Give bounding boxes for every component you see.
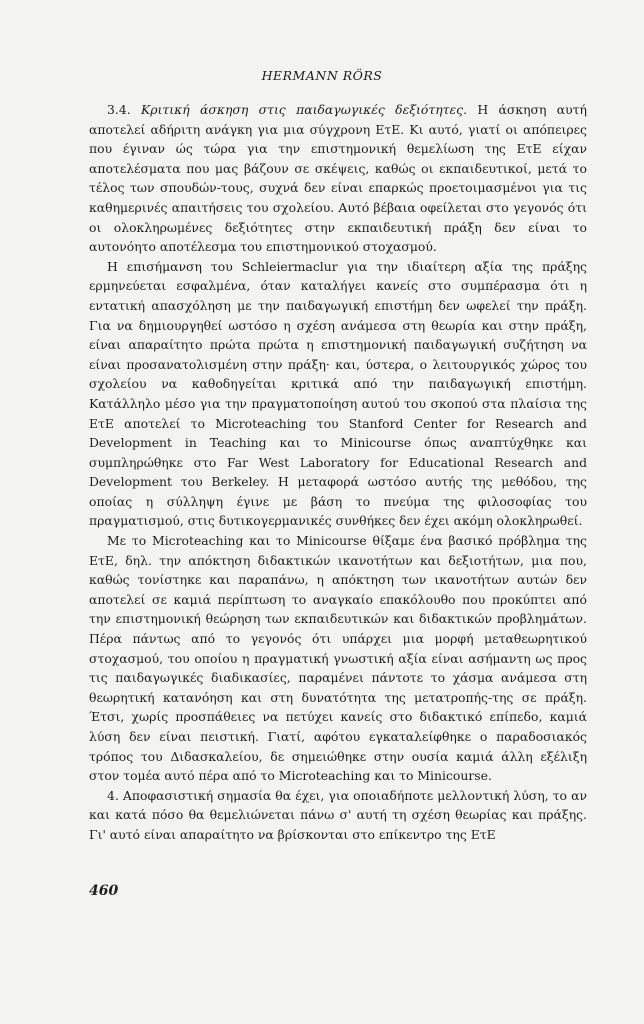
paragraph: Η επισήμανση του Schleiermaclur για την ιδιαίτερη αξία της πράξης ερμηνεύεται εσφαλμένα, όταν καταλήγει κανείς στο συμπέρασμα ότι η εντατική απασχόληση με την παιδαγωγική επιστήμη δεν ωφελεί την πράξη. Για να δημιουργηθεί ωστόσο η σχέση ανάμεσα στη θεωρία και στην πράξη, είναι απαραίτητο πρώτα πρώτα η επιστημονική παιδαγωγική συζήτηση να είναι προσανατολισμένη στην πράξη· και, ύστερα, ο λειτουργικός χώρος του σχολείου να καθοδηγείται κριτικά από την παιδαγωγική επιστήμη. Κατάλληλο μέσο για την πραγματοποίηση αυτού του σκοπού στα πλαίσια της ΕτΕ αποτελεί το Microteaching του Stanford Center for Research and Development in Teaching και το Minicourse όπως αναπτύχθηκε και συμπληρώθηκε στο Far West Laboratory for Educational Research and Development του Berkeley. Η μεταφορά ωστόσο αυτής της μεθόδου, της οποίας η σύλληψη έγινε με βάση το πνεύμα της φιλοσοφίας του πραγματισμού, στις δυτικογερμανικές συνθήκες δεν έχει ακόμη ολοκληρωθεί. — [89, 258, 587, 529]
section-paragraph — [89, 100, 587, 257]
page-number: 460 — [89, 883, 119, 899]
section-number: 3.4. — [107, 102, 131, 117]
section-heading: Κριτική άσκηση στις παιδαγωγικές δεξιότητες. — [141, 102, 468, 117]
body-text — [89, 100, 587, 845]
paragraph: Με το Microteaching και το Minicourse θίξαμε ένα βασικό πρόβλημα της ΕτΕ, δηλ. την απόκτηση διδακτικών ικανοτήτων και δεξιοτήτων, μια που, καθώς τονίστηκε και παραπάνω, η απόκτηση των ικανοτήτων αυτών δεν αποτελεί σε καμιά περίπτωση το αναγκαίο επακόλουθο που προκύπτει από την επιστημονική θεώρηση των εκπαιδευτικών και διδακτικών προβλημάτων. Πέρα πάντως από το γεγονός ότι υπάρχει μια μορφή μεταθεωρητικού στοχασμού, του οποίου η πραγματική γνωστική αξία είναι ασήμαντη ως προς τις παιδαγωγικές διαδικασίες, παραμένει πάντοτε το χάσμα ανάμεσα στη θεωρητική κατανόηση και στη δυνατότητα της μετατροπής-της σε πράξη. Έτσι, χωρίς προσπάθειες να πετύχει κανείς στο διδακτικό επίπεδο, καμιά λύση δεν είναι πειστική. Γιατί, αφότου εγκαταλείφθηκε ο παραδοσιακός τρόπος του Διδασκαλείου, δε σημειώθηκε στην ουσία καμιά άλλη εξέλιξη στον τομέα αυτό πέρα από το Microteaching και το Minicourse. — [89, 533, 587, 784]
running-head: HERMANN RÖRS — [261, 68, 383, 83]
section-lead-text: Η άσκηση αυτή αποτελεί αδήριτη ανάγκη για μια σύγχρονη ΕτΕ. Κι αυτό, γιατί οι απόπειρες που έγιναν ώς τώρα για την επιστημονική θεμελίωση της ΕτΕ είχαν αποτελέσματα που μας βάζουν σε σκέψεις, καθώς οι εκπαιδευτικοί, μετά το τέλος των σπουδών-τους, συχνά δεν είναι επαρκώς προετοιμασμένοι για τις καθημερινές απαιτήσεις του σχολείου. Αυτό βέβαια οφείλεται στο γεγονός ότι οι ολοκληρωμένες δεξιότητες στην εκπαιδευτική πράξη δεν είναι το αυτονόητο αποτέλεσμα του επιστημονικού στοχασμού. — [89, 102, 587, 255]
paragraph: 4. Αποφασιστική σημασία θα έχει, για οποιαδήποτε μελλοντική λύση, το αν και κατά πόσο θα θεμελιώνεται πάνω σ' αυτή τη σχέση θεωρίας και πράξης. Γι' αυτό είναι απαραίτητο να βρίσκονται στο επίκεντρο της ΕτΕ — [89, 787, 587, 842]
